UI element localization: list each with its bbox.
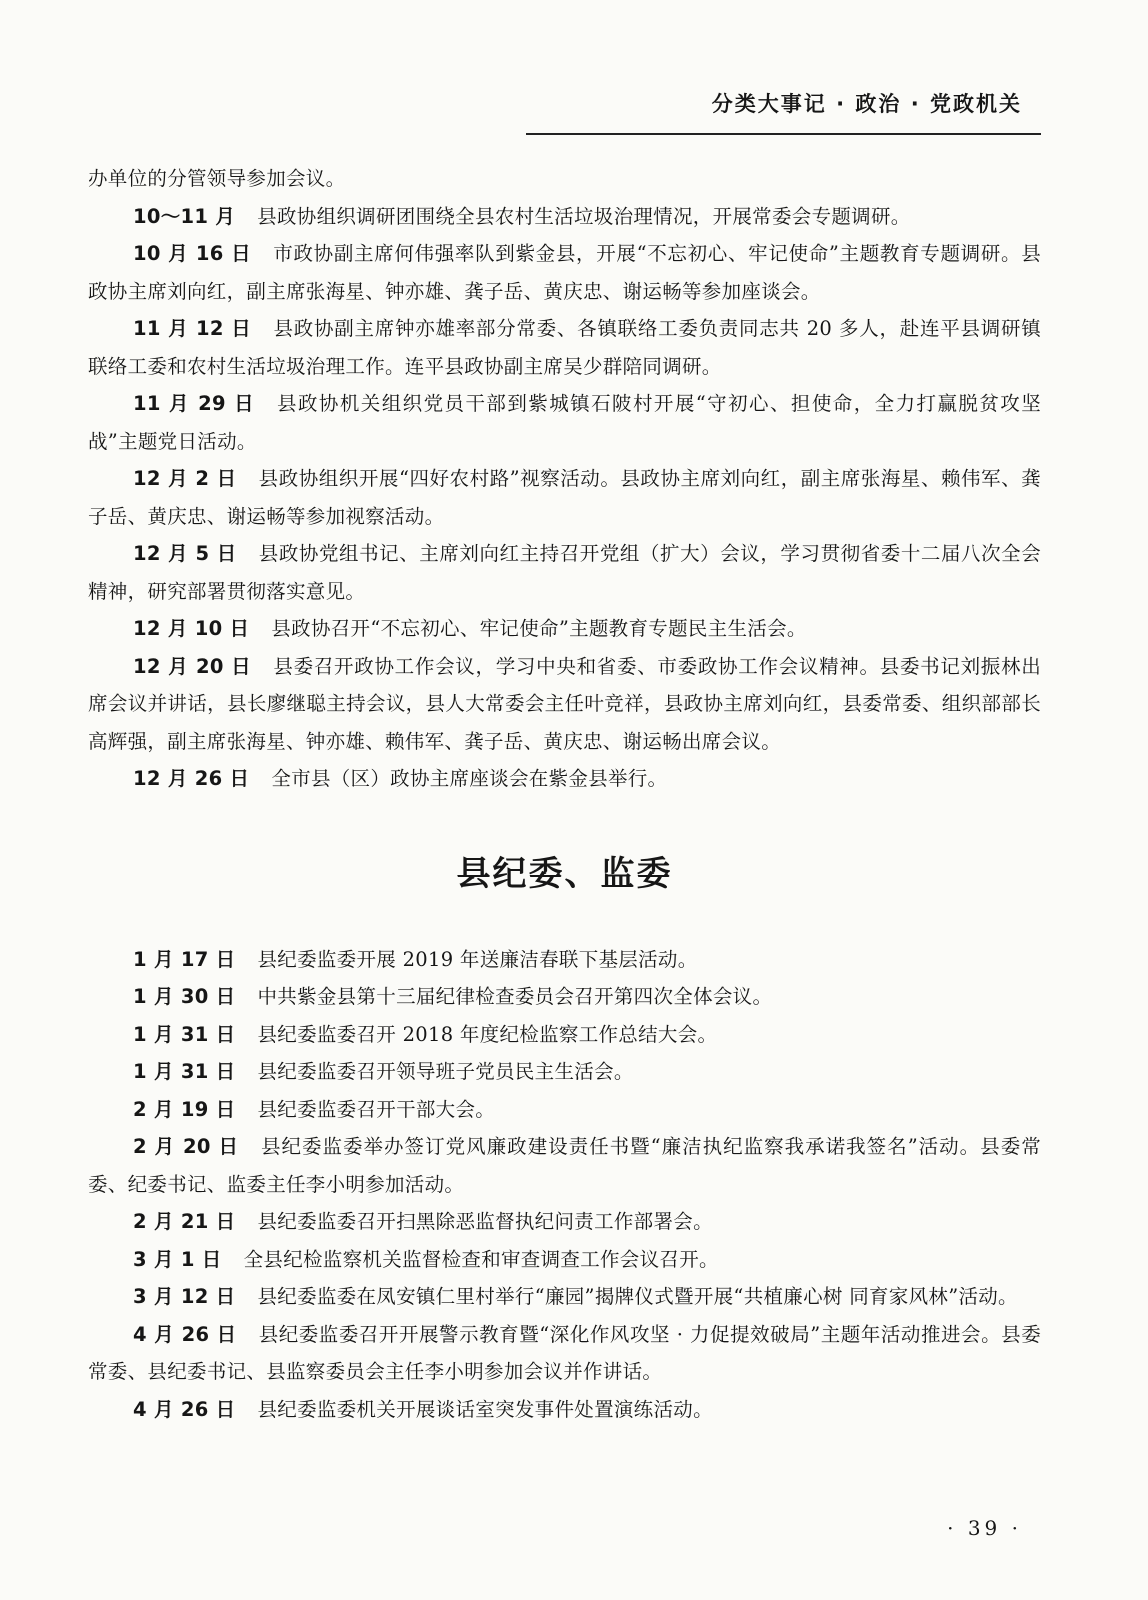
entry-text: 县政协副主席钟亦雄率部分常委、各镇联络工委负责同志共 20 多人，赴连平县调研镇联络工委和农村生活垃圾治理工作。连平县政协副主席吴少群陪同调研。 (88, 317, 1041, 378)
entry-date: 2 月 21 日 (133, 1210, 236, 1233)
entry-date: 10～11 月 (133, 204, 236, 228)
page-number: · 39 · (947, 1516, 1022, 1540)
entry-paragraph (88, 235, 1041, 310)
entry-date: 2 月 20 日 (133, 1135, 240, 1158)
entry-text: 县委召开政协工作会议，学习中央和省委、市委政协工作会议精神。县委书记刘振林出席会议并讲话，县长廖继聪主持会议，县人大常委会主任叶竞祥，县政协主席刘向红，县委常委、组织部部长高辉强，副主席张海星、钟亦雄、赖伟军、龚子岳、黄庆忠、谢运畅出席会议。 (88, 654, 1042, 753)
entry-text: 中共紫金县第十三届纪律检查委员会召开第四次全体会议。 (257, 985, 773, 1008)
entry-date: 11 月 12 日 (133, 317, 252, 340)
entry-text: 县政协组织开展“四好农村路”视察活动。县政协主席刘向红，副主席张海星、赖伟军、龚子岳、黄庆忠、谢运畅等参加视察活动。 (88, 467, 1041, 528)
entry-date: 12 月 10 日 (133, 617, 250, 640)
entry-date: 10 月 16 日 (133, 242, 252, 265)
entry-paragraph (88, 760, 1041, 798)
entry-paragraph (88, 648, 1041, 761)
entry-date: 12 月 26 日 (133, 767, 250, 790)
entry-text: 县纪委监委机关开展谈话室突发事件处置演练活动。 (257, 1397, 713, 1421)
section2-entries (88, 941, 1041, 1429)
entry-text: 县纪委监委召开干部大会。 (257, 1097, 496, 1121)
entry-paragraph (88, 535, 1041, 610)
entry-paragraph (88, 1241, 1041, 1279)
entry-date: 1 月 31 日 (133, 1022, 236, 1046)
entry-text: 县政协党组书记、主席刘向红主持召开党组（扩大）会议，学习贯彻省委十二届八次全会精神，研究部署贯彻落实意见。 (88, 542, 1041, 603)
entry-text: 县纪委监委召开开展警示教育暨“深化作风攻坚 · 力促提效破局”主题年活动推进会。县委常委、县纪委书记、县监察委员会主任李小明参加会议并作讲话。 (88, 1322, 1041, 1383)
page-content (88, 160, 1041, 1428)
entry-paragraph (88, 1203, 1041, 1241)
entry-date: 1 月 31 日 (133, 1060, 236, 1083)
entry-date: 3 月 12 日 (133, 1285, 236, 1308)
entry-text: 县纪委监委召开 2018 年度纪检监察工作总结大会。 (257, 1022, 718, 1046)
header-rule (526, 133, 1041, 135)
entry-paragraph (88, 1128, 1041, 1203)
entry-text: 市政协副主席何伟强率队到紫金县，开展“不忘初心、牢记使命”主题教育专题调研。县政协主席刘向红，副主席张海星、钟亦雄、龚子岳、黄庆忠、谢运畅等参加座谈会。 (88, 242, 1041, 303)
entry-text: 县纪委监委召开领导班子党员民主生活会。 (257, 1060, 634, 1083)
running-header: 分类大事记 · 政治 · 党政机关 (711, 92, 1022, 116)
entry-paragraph (88, 1053, 1041, 1091)
entry-date: 12 月 20 日 (133, 654, 252, 678)
section-title: 县纪委、监委 (456, 853, 673, 894)
entry-text: 县政协机关组织党员干部到紫城镇石陂村开展“守初心、担使命，全力打赢脱贫攻坚战”主题党日活动。 (88, 392, 1041, 453)
entry-paragraph (88, 1091, 1041, 1129)
entry-date: 4 月 26 日 (133, 1322, 237, 1346)
entry-text: 县纪委监委举办签订党风廉政建设责任书暨“廉洁执纪监察我承诺我签名”活动。县委常委、纪委书记、监委主任李小明参加活动。 (88, 1135, 1041, 1196)
entry-date: 3 月 1 日 (133, 1247, 222, 1271)
entry-text: 全市县（区）政协主席座谈会在紫金县举行。 (271, 767, 668, 790)
entry-text: 县纪委监委在凤安镇仁里村举行“廉园”揭牌仪式暨开展“共植廉心树 同育家风林”活动。 (257, 1285, 1018, 1308)
continuation-paragraph: 办单位的分管领导参加会议。 (88, 167, 346, 190)
entry-paragraph (88, 1278, 1041, 1316)
entry-paragraph (88, 1016, 1041, 1054)
entry-text: 县纪委监委开展 2019 年送廉洁春联下基层活动。 (257, 947, 698, 971)
entry-date: 1 月 17 日 (133, 947, 236, 971)
entry-text: 全县纪检监察机关监督检查和审查调查工作会议召开。 (243, 1247, 719, 1271)
section1-entries (88, 198, 1041, 798)
entry-date: 12 月 2 日 (133, 467, 237, 490)
entry-text: 县纪委监委召开扫黑除恶监督执纪问责工作部署会。 (257, 1210, 713, 1233)
entry-date: 11 月 29 日 (133, 392, 256, 415)
entry-paragraph (88, 978, 1041, 1016)
entry-paragraph (88, 385, 1041, 460)
entry-text: 县政协召开“不忘初心、牢记使命”主题教育专题民主生活会。 (271, 617, 807, 640)
entry-paragraph (88, 610, 1041, 648)
entry-paragraph (88, 1391, 1041, 1429)
entry-date: 12 月 5 日 (133, 542, 237, 565)
entry-paragraph (88, 198, 1041, 236)
entry-paragraph (88, 310, 1041, 385)
entry-date: 4 月 26 日 (133, 1397, 236, 1421)
entry-text: 县政协组织调研团围绕全县农村生活垃圾治理情况，开展常委会专题调研。 (257, 204, 911, 228)
entry-paragraph (88, 941, 1041, 979)
entry-date: 1 月 30 日 (133, 985, 236, 1008)
entry-paragraph (88, 460, 1041, 535)
entry-paragraph (88, 1316, 1041, 1391)
entry-date: 2 月 19 日 (133, 1097, 236, 1121)
